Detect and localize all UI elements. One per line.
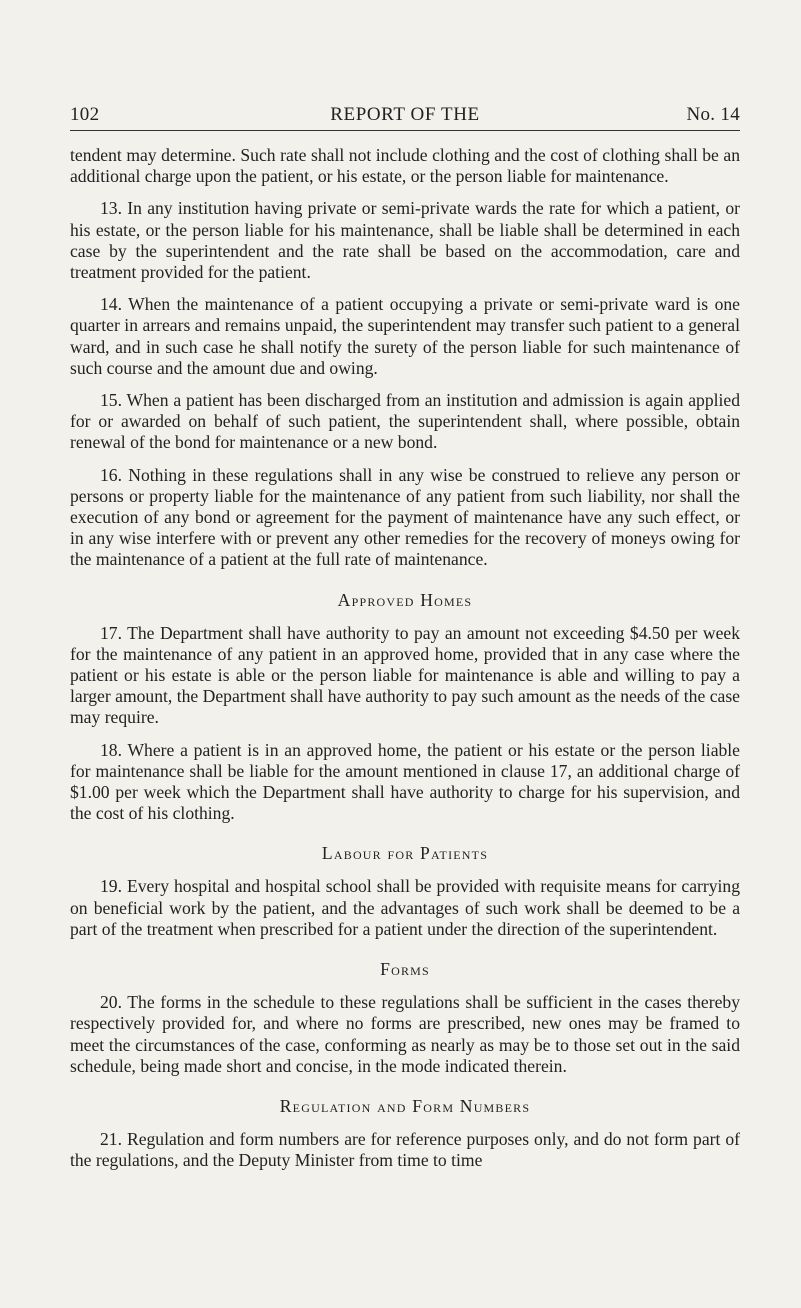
paragraph-continuation: tendent may determine. Such rate shall not include clothing and the cost of clothing shall be an additional charge upon the patient, or his estate, or the person liable for maintenance. [70, 145, 740, 187]
section-heading-regulation-numbers: Regulation and Form Numbers [279, 1095, 531, 1116]
paragraph-20: 20. The forms in the schedule to these regulations shall be sufficient in the cases thereby respectively provided for, and where no forms are prescribed, new ones may be framed to meet the circumstances of the case, conforming as nearly as may be to those set out in the said schedule, being made short and concise, in the mode indicated therein. [70, 992, 740, 1076]
running-title: REPORT OF THE [330, 104, 480, 125]
section-heading-approved-homes: Approved Homes [337, 589, 473, 610]
paragraph-15: 15. When a patient has been discharged from an institution and admission is again applied for or awarded on behalf of such patient, the superintendent shall, where possible, obtain renewal of the bond for maintenance or a new bond. [70, 390, 740, 453]
section-heading-forms: Forms [380, 959, 430, 980]
paragraph-19: 19. Every hospital and hospital school shall be provided with requisite means for carrying on beneficial work by the patient, and the advantages of such work shall be deemed to be a part of the treatment when prescribed for a patient under the direction of the superintendent. [70, 876, 740, 939]
paragraph-18: 18. Where a patient is in an approved home, the patient or his estate or the person liable for maintenance shall be liable for the amount mentioned in clause 17, an additional charge of $1.00 per week which the Department shall have authority to charge for his supervision, and the cost of his clothing. [70, 739, 740, 824]
paragraph-14: 14. When the maintenance of a patient occupying a private or semi-private ward is one quarter in arrears and remains unpaid, the superintendent may transfer such patient to a general ward, and in such case he shall notify the surety of the person liable for such maintenance of such course and the amount due and owing. [70, 294, 740, 378]
paragraph-17: 17. The Department shall have authority to pay an amount not exceeding $4.50 per week for the maintenance of any patient in an approved home, provided that in any case where the patient or his estate is able or the person liable for maintenance is able and willing to pay a larger amount, the Department shall have authority to pay such amount as the needs of the case may require. [70, 622, 740, 728]
paragraph-21: 21. Regulation and form numbers are for reference purposes only, and do not form part of the regulations, and the Deputy Minister from time to time [70, 1128, 740, 1171]
page-header [70, 104, 740, 131]
document-body [70, 145, 740, 1182]
section-heading-labour: Labour for Patients [321, 843, 489, 864]
page-number: 102 [70, 104, 100, 125]
issue-number: No. 14 [686, 104, 740, 125]
paragraph-16: 16. Nothing in these regulations shall in any wise be construed to relieve any person or persons or property liable for the maintenance of any patient from such liability, nor shall the execution of any bond or agreement for the payment of maintenance have any such effect, or in any wise interfere with or prevent any other remedies for the recovery of moneys owing for the maintenance of a patient at the full rate of maintenance. [70, 464, 740, 570]
paragraph-13: 13. In any institution having private or semi-private wards the rate for which a patient, or his estate, or the person liable for his maintenance, shall be liable shall be determined in each case by the superintendent and the rate shall be based on the accommodation, care and treatment provided for the patient. [70, 198, 740, 283]
